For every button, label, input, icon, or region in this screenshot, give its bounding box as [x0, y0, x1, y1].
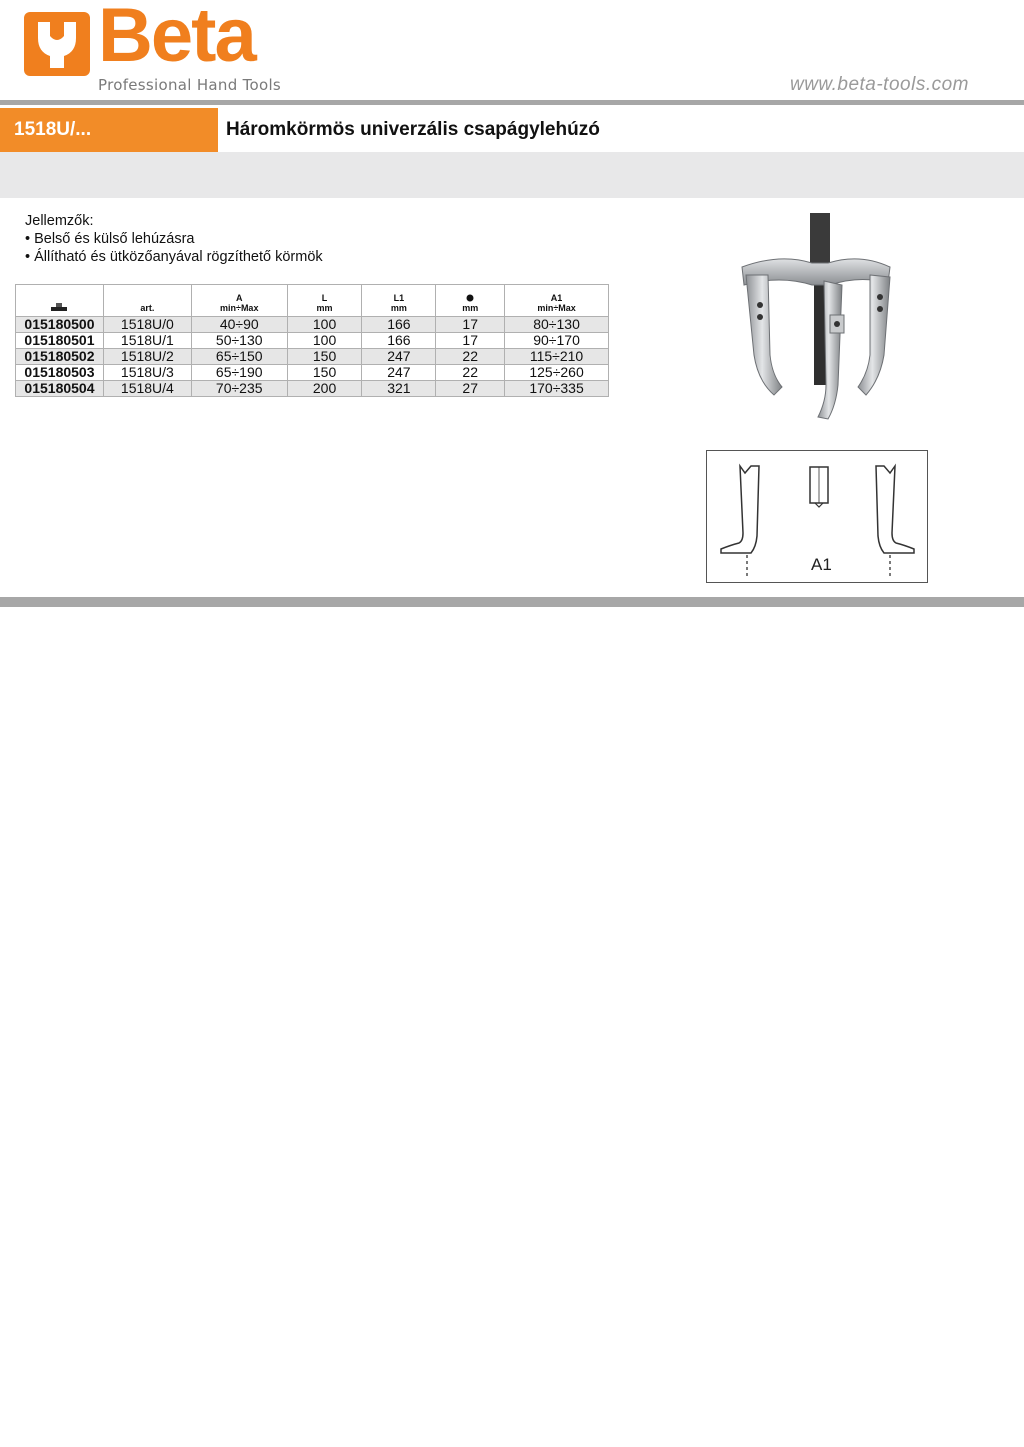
product-title: Háromkörmös univerzális csapágylehúzó [218, 108, 1024, 152]
cell-a1: 80÷130 [505, 317, 609, 333]
table-row [16, 317, 609, 333]
grey-band [0, 152, 1024, 198]
table-row [16, 365, 609, 381]
cell-art: 1518U/3 [103, 365, 191, 381]
header-rule [0, 100, 1024, 105]
code-icon [51, 302, 67, 311]
cell-a1: 90÷170 [505, 333, 609, 349]
cell-code: 015180502 [16, 349, 104, 365]
table-row [16, 333, 609, 349]
puller-photo [720, 205, 910, 435]
col-a-header: A min÷Max [191, 285, 287, 317]
footer-rule [0, 597, 1024, 607]
col-diameter-header: mm [436, 285, 505, 317]
cell-l: 100 [287, 317, 362, 333]
cell-diameter: 17 [436, 333, 505, 349]
features-heading: Jellemzők: [25, 213, 94, 229]
cell-code: 015180501 [16, 333, 104, 349]
cell-a: 65÷190 [191, 365, 287, 381]
cell-a: 70÷235 [191, 381, 287, 397]
cell-a: 65÷150 [191, 349, 287, 365]
cell-art: 1518U/4 [103, 381, 191, 397]
cell-art: 1518U/2 [103, 349, 191, 365]
col-l1-header: L1 mm [362, 285, 436, 317]
cell-l: 150 [287, 365, 362, 381]
table-header-row [16, 285, 609, 317]
a1-label: A1 [811, 555, 832, 574]
logo-wordmark: Beta [98, 0, 255, 78]
logo-tagline: Professional Hand Tools [98, 76, 282, 94]
cell-a: 40÷90 [191, 317, 287, 333]
col-art-header: art. [103, 285, 191, 317]
cell-l1: 166 [362, 333, 436, 349]
cell-a1: 125÷260 [505, 365, 609, 381]
col-a1-header: A1 min÷Max [505, 285, 609, 317]
cell-code: 015180500 [16, 317, 104, 333]
product-code: 1518U/... [0, 108, 218, 152]
feature-item: • Belső és külső lehúzásra [25, 231, 195, 247]
features-list [25, 212, 323, 266]
beta-logo [24, 0, 294, 98]
cell-diameter: 17 [436, 317, 505, 333]
feature-item: • Állítható és ütközőanyával rögzíthető körmök [25, 249, 323, 265]
cell-diameter: 27 [436, 381, 505, 397]
table-row [16, 349, 609, 365]
cell-l1: 247 [362, 349, 436, 365]
cell-code: 015180503 [16, 365, 104, 381]
website-link[interactable]: www.beta-tools.com [789, 74, 969, 95]
cell-l: 100 [287, 333, 362, 349]
col-code-header [16, 285, 104, 317]
cell-art: 1518U/0 [103, 317, 191, 333]
spec-table [15, 284, 609, 397]
cell-l: 150 [287, 349, 362, 365]
cell-l1: 247 [362, 365, 436, 381]
cell-art: 1518U/1 [103, 333, 191, 349]
cell-diameter: 22 [436, 349, 505, 365]
cell-a1: 170÷335 [505, 381, 609, 397]
cell-a: 50÷130 [191, 333, 287, 349]
cell-a1: 115÷210 [505, 349, 609, 365]
table-row [16, 381, 609, 397]
cell-diameter: 22 [436, 365, 505, 381]
bullet-icon [466, 294, 474, 302]
a1-diagram [706, 450, 928, 583]
wrench-logo-icon [24, 12, 90, 76]
col-l-header: L mm [287, 285, 362, 317]
cell-l: 200 [287, 381, 362, 397]
cell-l1: 321 [362, 381, 436, 397]
cell-code: 015180504 [16, 381, 104, 397]
cell-l1: 166 [362, 317, 436, 333]
